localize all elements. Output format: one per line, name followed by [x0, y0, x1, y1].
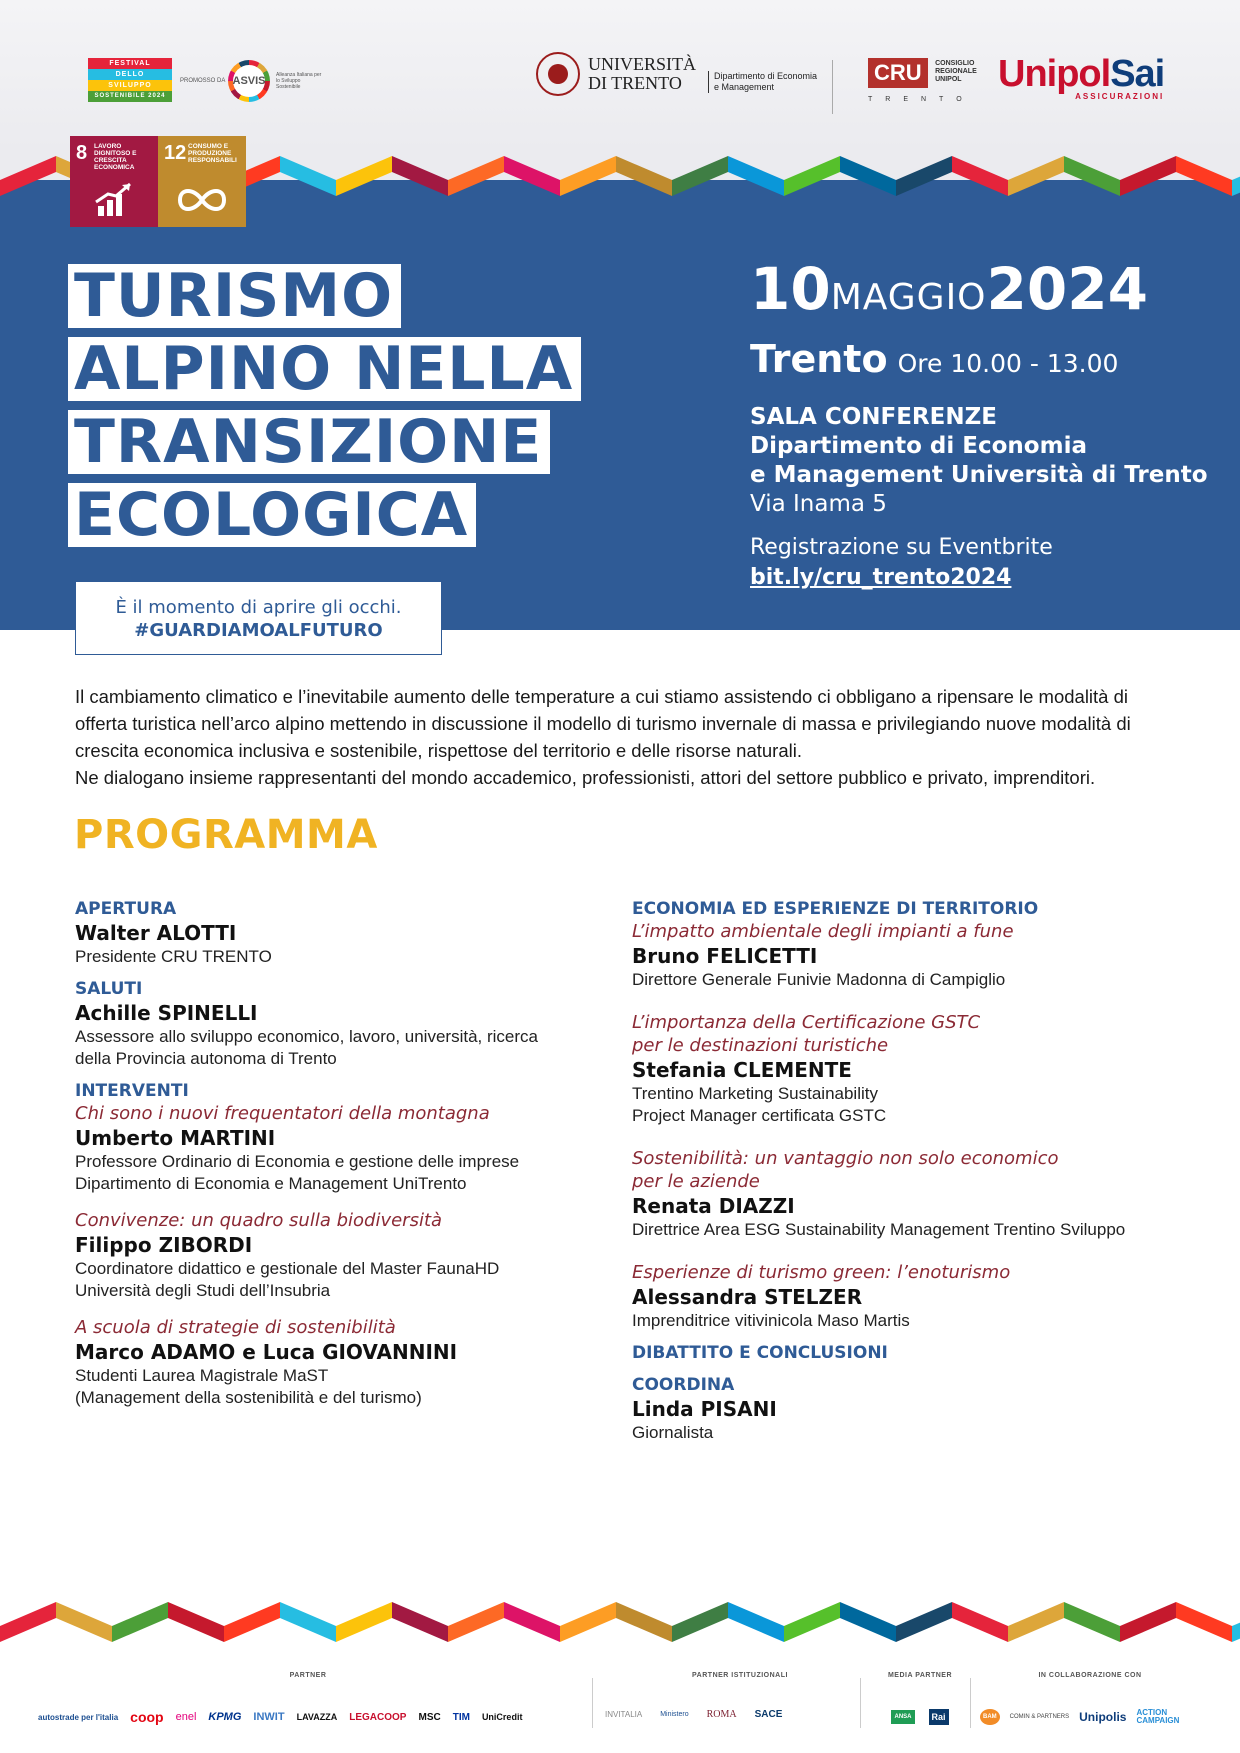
event-year: 2024 [986, 255, 1148, 323]
talk-topic: Esperienze di turismo green: l’enoturismo [632, 1262, 1011, 1283]
event-info [750, 255, 1208, 593]
partner-logo: ROMA [706, 1709, 737, 1720]
event-title-line: TRANSIZIONE [68, 410, 550, 474]
speaker-name: Filippo ZIBORDI [75, 1233, 253, 1257]
speaker-role: Studenti Laurea Magistrale MaST [75, 1366, 329, 1385]
speaker-role: Direttore Generale Funivie Madonna di Campiglio [632, 970, 1006, 989]
intro-paragraph: Il cambiamento climatico e l’inevitabile aumento delle temperature a cui stiamo assistendo ci obbligano a ripensare le modalità di offerta turistica nell’arco alpino mettendo in discussione il modello di turismo invernale di massa e privilegiando nuove modalità di crescita economica inclusiva e sostenibile, rispettose del territorio e delle risorse naturali. [75, 686, 1131, 761]
partner-logo: KPMG [208, 1711, 242, 1723]
collaboration-group [980, 1672, 1200, 1725]
zigzag-segment [784, 1602, 840, 1642]
partner-group [38, 1672, 578, 1725]
zigzag-segment [112, 1602, 168, 1642]
speaker-role: Dipartimento di Economia e Management UniTrento [75, 1174, 467, 1193]
speaker-name: Umberto MARTINI [75, 1126, 276, 1150]
speaker-name: Renata DIAZZI [632, 1194, 795, 1218]
program-column-right [632, 898, 1192, 1444]
partner-logo: INVITALIA [605, 1710, 643, 1719]
speaker-role: Project Manager certificata GSTC [632, 1106, 887, 1125]
asvis-ring-icon [228, 60, 270, 102]
footer-divider [970, 1678, 971, 1728]
section-label: APERTURA [75, 899, 177, 919]
event-title [68, 261, 581, 556]
talk-topic: per le aziende [632, 1171, 760, 1192]
venue-line: SALA CONFERENZE [750, 404, 997, 430]
section-label: COORDINA [632, 1375, 735, 1395]
unipolsai-logo [998, 54, 1164, 101]
partner-group-title: IN COLLABORAZIONE CON [1038, 1672, 1142, 1679]
partner-group-title: PARTNER [289, 1672, 327, 1679]
slogan-text: È il momento di aprire gli occhi. [115, 597, 402, 618]
partner-logo: enel [175, 1711, 197, 1723]
speaker-role: Direttrice Area ESG Sustainability Management Trentino Sviluppo [632, 1220, 1126, 1239]
festival-logo-line: FESTIVAL [88, 58, 172, 69]
speaker-role: Coordinatore didattico e gestionale del Master FaunaHD [75, 1259, 500, 1278]
intro-paragraph: Ne dialogano insieme rappresentanti del mondo accademico, professionisti, attori del settore pubblico e privato, imprenditori. [75, 767, 1096, 788]
festival-logo-word: SOSTENIBILE [94, 93, 146, 99]
zigzag-segment [1176, 1602, 1232, 1642]
department-name: Dipartimento di Economia e Management [708, 71, 818, 93]
partner-logo: Unipolis [1079, 1710, 1127, 1724]
partner-logo: INWIT [253, 1711, 285, 1723]
partner-logo: LAVAZZA [296, 1712, 338, 1722]
event-day: 10 [750, 255, 831, 323]
event-date [750, 255, 1208, 323]
zigzag-segment [1120, 1602, 1176, 1642]
media-partner-group [870, 1672, 970, 1725]
speaker-role: della Provincia autonoma di Trento [75, 1049, 337, 1068]
partner-logo: SACE [754, 1709, 783, 1720]
footer-divider [592, 1678, 593, 1728]
asvis-name: ASVIS [233, 65, 265, 97]
event-time: Ore 10.00 - 13.00 [897, 349, 1119, 378]
partner-logo: MSC [418, 1711, 441, 1723]
zigzag-segment [336, 1602, 392, 1642]
speaker-name: Achille SPINELLI [75, 1001, 258, 1025]
speaker-name: Stefania CLEMENTE [632, 1058, 852, 1082]
partner-group-title: MEDIA PARTNER [887, 1672, 953, 1679]
header [0, 0, 1240, 150]
slogan-hashtag: #GUARDIAMOALFUTURO [134, 620, 383, 641]
zigzag-segment [392, 1602, 448, 1642]
university-city: DI TRENTO [588, 73, 682, 93]
venue-line: e Management Università di Trento [750, 462, 1208, 488]
festival-logo-line [88, 91, 172, 102]
zigzag-segment [280, 1602, 336, 1642]
sdg-goal-tiles [70, 136, 246, 227]
zigzag-segment [168, 1602, 224, 1642]
university-seal-icon [536, 52, 580, 96]
talk-topic: Convivenze: un quadro sulla biodiversità [75, 1210, 443, 1231]
partner-logo: Rai [929, 1709, 949, 1725]
section-label: DIBATTITO E CONCLUSIONI [632, 1343, 888, 1363]
speaker-role: Professore Ordinario di Economia e gestione delle imprese [75, 1152, 520, 1171]
unipol-subtitle: ASSICURAZIONI [1075, 92, 1165, 101]
section-label: INTERVENTI [75, 1081, 189, 1101]
festival-logo-line: SVILUPPO [88, 80, 172, 91]
speaker-role: Giornalista [632, 1423, 714, 1442]
infinity-loop-icon [176, 182, 228, 218]
zigzag-segment [616, 1602, 672, 1642]
event-title-line: TURISMO [68, 264, 401, 328]
section-label: SALUTI [75, 979, 143, 999]
speaker-name: Marco ADAMO e Luca GIOVANNINI [75, 1340, 458, 1364]
zigzag-segment [840, 1602, 896, 1642]
sdg-color-zigzag-footer [0, 1596, 1240, 1648]
event-place-time [750, 337, 1208, 381]
sdg-goal-label: LAVORO DIGNITOSO E CRESCITA ECONOMICA [94, 143, 137, 171]
university-logo [536, 52, 818, 96]
speaker-name: Bruno FELICETTI [632, 944, 818, 968]
event-title-line: ALPINO NELLA [68, 337, 581, 401]
zigzag-segment [1232, 1602, 1240, 1642]
unipol-word: Unipol [998, 53, 1111, 95]
zigzag-segment [56, 1602, 112, 1642]
talk-topic: A scuola di strategie di sostenibilità [75, 1317, 396, 1338]
partner-logo: ANSA [891, 1710, 914, 1724]
sdg-goal-label: CONSUMO E PRODUZIONE RESPONSABILI [188, 143, 237, 164]
footer-divider [860, 1678, 861, 1728]
institutional-partner-group [605, 1672, 875, 1720]
promosso-da-label: PROMOSSO DA [180, 78, 226, 84]
growth-chart-icon [94, 182, 134, 218]
partner-group-title: PARTNER ISTITUZIONALI [692, 1672, 788, 1679]
zigzag-segment [224, 1602, 280, 1642]
event-title-line: ECOLOGICA [68, 483, 476, 547]
cru-trento: TRENTO [868, 96, 975, 103]
sai-word: Sai [1110, 53, 1165, 95]
asvis-full-name: Alleanza Italiana per lo Sviluppo Sostenibile [276, 72, 322, 90]
intro-text [75, 683, 1175, 791]
speaker-role: Trentino Marketing Sustainability [632, 1084, 878, 1103]
talk-topic: L’importanza della Certificazione GSTC [632, 1012, 981, 1033]
speaker-role: Presidente CRU TRENTO [75, 947, 272, 966]
zigzag-segment [1064, 1602, 1120, 1642]
header-divider [832, 60, 833, 114]
zigzag-segment [0, 1602, 56, 1642]
programma-heading: PROGRAMMA [74, 812, 378, 858]
talk-topic: L’impatto ambientale degli impianti a fune [632, 921, 1014, 942]
zigzag-segment [448, 1602, 504, 1642]
partner-logo: coop [130, 1709, 164, 1725]
event-month: MAGGIO [830, 277, 987, 318]
festival-logo [88, 58, 172, 104]
program-column-left [75, 898, 635, 1409]
partner-logo: COMIN & PARTNERS [1009, 1714, 1070, 1720]
zigzag-segment [672, 1602, 728, 1642]
slogan-box [75, 581, 442, 655]
zigzag-segment [560, 1602, 616, 1642]
zigzag-segment [896, 1602, 952, 1642]
footer-sponsors [0, 1660, 1240, 1753]
registration-label: Registrazione su Eventbrite [750, 535, 1053, 560]
speaker-role: Università degli Studi dell’Insubria [75, 1281, 331, 1300]
partner-logo: ACTION CAMPAIGN [1136, 1708, 1180, 1725]
talk-topic: per le destinazioni turistiche [632, 1035, 889, 1056]
speaker-name: Alessandra STELZER [632, 1285, 863, 1309]
venue-address: Via Inama 5 [750, 491, 887, 517]
speaker-role: Imprenditrice vitivinicola Maso Martis [632, 1311, 910, 1330]
festival-logo-year: 2024 [148, 93, 166, 99]
talk-topic: Chi sono i nuovi frequentatori della montagna [75, 1103, 490, 1124]
registration-info [750, 533, 1208, 593]
sdg-goal-12-tile [158, 136, 246, 227]
section-label: ECONOMIA ED ESPERIENZE DI TERRITORIO [632, 899, 1039, 919]
speaker-name: Walter ALOTTI [75, 921, 237, 945]
event-venue [750, 403, 1208, 519]
sdg-goal-8-tile [70, 136, 158, 227]
registration-link[interactable]: bit.ly/cru_trento2024 [750, 565, 1012, 590]
speaker-role: Assessore allo sviluppo economico, lavoro, università, ricerca [75, 1027, 538, 1046]
sdg-goal-number: 8 [76, 142, 88, 164]
cru-subtitle: CONSIGLIO REGIONALE UNIPOL [935, 60, 977, 83]
zigzag-segment [1008, 1602, 1064, 1642]
zigzag-segment [728, 1602, 784, 1642]
partner-logo: UniCredit [481, 1712, 523, 1722]
sdg-goal-number: 12 [164, 142, 187, 164]
partner-logo: autostrade per l'italia [38, 1712, 119, 1722]
partner-logo: Ministero [660, 1711, 689, 1718]
event-city: Trento [750, 337, 888, 381]
zigzag-segment [504, 1602, 560, 1642]
university-name: UNIVERSITÀ [588, 54, 696, 74]
asvis-logo [228, 60, 324, 102]
partner-logo: TIM [452, 1711, 470, 1723]
speaker-role: (Management della sostenibilità e del turismo) [75, 1388, 422, 1407]
partner-logo: BAM [980, 1709, 1000, 1725]
partner-logo: LEGACOOP [349, 1711, 407, 1723]
talk-topic: Sostenibilità: un vantaggio non solo economico [632, 1148, 1059, 1169]
venue-line: Dipartimento di Economia [750, 433, 1087, 459]
speaker-name: Linda PISANI [632, 1397, 777, 1421]
zigzag-segment [952, 1602, 1008, 1642]
festival-logo-line: DELLO [88, 69, 172, 80]
cru-logo [868, 58, 983, 103]
cru-mark: CRU [868, 58, 928, 88]
